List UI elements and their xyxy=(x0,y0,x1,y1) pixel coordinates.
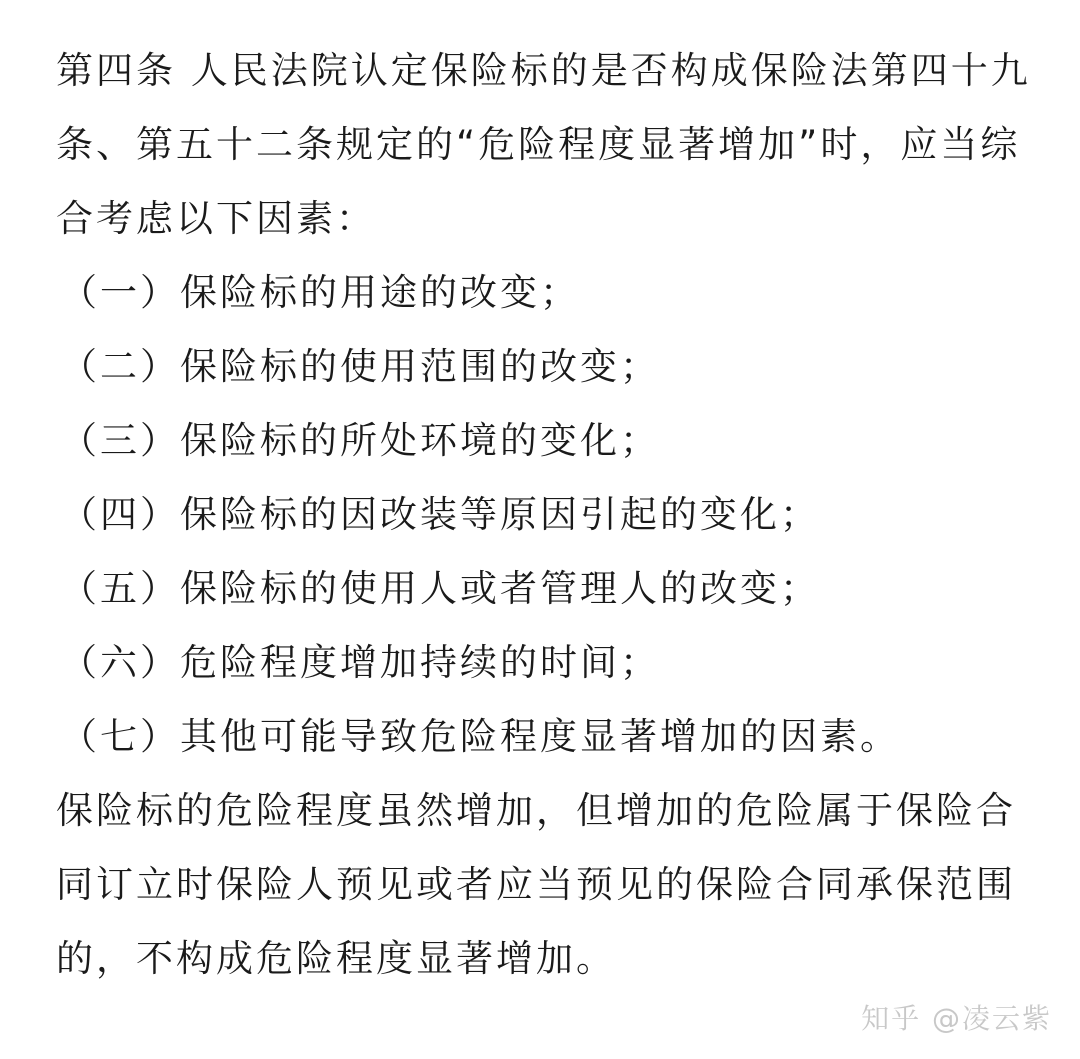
list-item-6: （六）危险程度增加持续的时间； xyxy=(60,641,660,684)
list-item-5: （五）保险标的使用人或者管理人的改变； xyxy=(60,567,820,610)
list-item-1: （一）保险标的用途的改变； xyxy=(60,271,580,314)
article-body xyxy=(56,34,1036,996)
article-intro: 第四条 人民法院认定保险标的是否构成保险法第四十九条、第五十二条规定的“危险程度显著增加”时，应当综合考虑以下因素： xyxy=(56,49,1031,240)
watermark: 知乎 @凌云紫 xyxy=(861,1002,1052,1035)
article-conclusion: 保险标的危险程度虽然增加，但增加的危险属于保险合同订立时保险人预见或者应当预见的保险合同承保范围的，不构成危险程度显著增加。 xyxy=(56,789,1016,980)
list-item-3: （三）保险标的所处环境的变化； xyxy=(60,419,660,462)
list-item-4: （四）保险标的因改装等原因引起的变化； xyxy=(60,493,820,536)
list-item-7: （七）其他可能导致危险程度显著增加的因素。 xyxy=(60,715,900,758)
list-item-2: （二）保险标的使用范围的改变； xyxy=(60,345,660,388)
